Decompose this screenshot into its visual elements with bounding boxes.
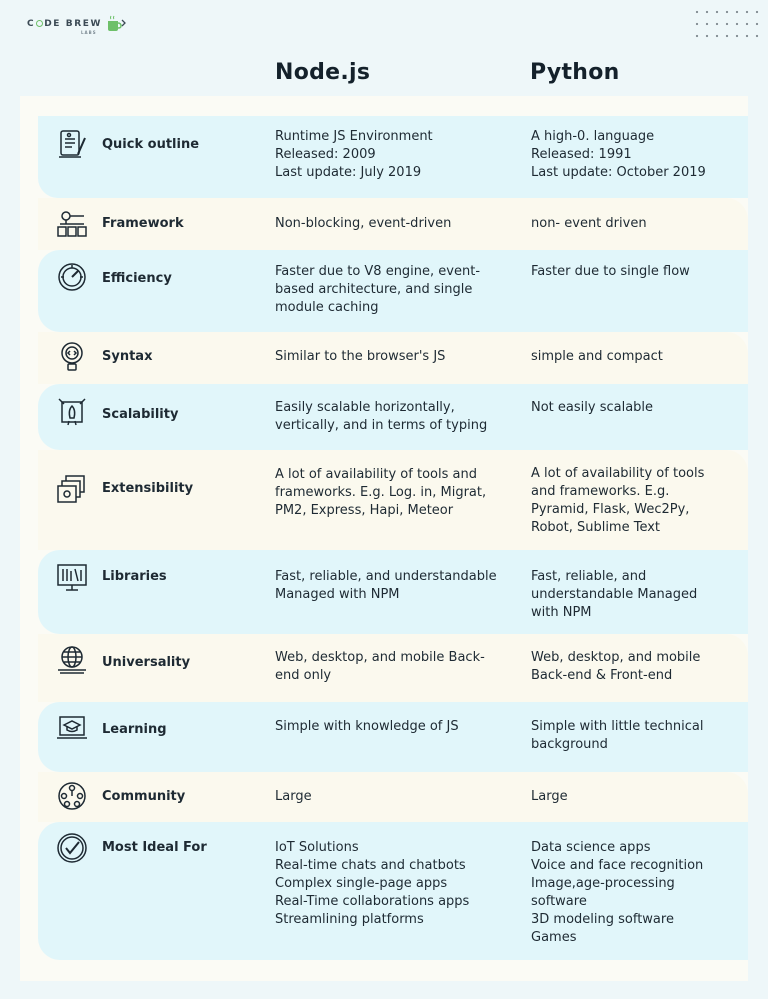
comparison-row	[38, 634, 748, 702]
row-label: Efficiency	[102, 271, 172, 286]
comparison-row	[38, 384, 748, 450]
community-people-icon	[56, 780, 88, 812]
globe-icon	[56, 644, 88, 676]
comparison-row	[38, 450, 748, 550]
comparison-row	[38, 332, 748, 384]
row-label: Universality	[102, 655, 191, 670]
row-label: Syntax	[102, 349, 153, 364]
code-bulb-icon	[56, 341, 88, 373]
row-label: Extensibility	[102, 481, 194, 496]
dot-grid-decoration	[692, 6, 764, 38]
library-books-monitor-icon	[56, 562, 88, 594]
python-cell: non- event driven	[531, 216, 647, 231]
comparison-row	[38, 822, 748, 960]
comparison-row	[38, 198, 748, 250]
row-label: Community	[102, 789, 186, 804]
stacked-windows-icon	[56, 474, 88, 506]
row-label: Framework	[102, 216, 184, 231]
node-cell: Non-blocking, event-driven	[275, 216, 452, 231]
coffee-cup-code-icon	[106, 15, 126, 33]
rocket-scale-icon	[56, 396, 88, 428]
row-label: Learning	[102, 722, 167, 737]
comparison-row	[38, 550, 748, 634]
python-cell: A high-0. language Released: 1991 Last update: October 2019	[531, 129, 706, 180]
node-cell: A lot of availability of tools and frameworks. E.g. Log. in, Migrat, PM2, Express, Hapi, Meteor	[275, 467, 487, 518]
row-label: Scalability	[102, 407, 179, 422]
graduation-laptop-icon	[56, 712, 88, 744]
node-cell: Web, desktop, and mobile Back- end only	[275, 650, 485, 683]
row-label: Quick outline	[102, 137, 200, 152]
python-cell: Large	[531, 789, 568, 804]
row-label: Libraries	[102, 569, 167, 584]
python-cell: A lot of availability of tools and frameworks. E.g. Pyramid, Flask, Wec2Py, Robot, Sublime Text	[531, 466, 705, 535]
node-cell: IoT Solutions Real-time chats and chatbots Complex single-page apps Real-Time collaborations apps Streamlining platforms	[275, 840, 470, 927]
node-cell: Easily scalable horizontally, vertically, and in terms of typing	[275, 400, 488, 433]
node-cell: Simple with knowledge of JS	[275, 719, 459, 734]
python-cell: Data science apps Voice and face recognition Image,age-processing software 3D modeling software Games	[531, 840, 704, 945]
comparison-row	[38, 772, 748, 822]
checkmark-circle-icon	[56, 832, 88, 864]
node-cell: Runtime JS Environment Released: 2009 Last update: July 2019	[275, 129, 433, 180]
python-cell: simple and compact	[531, 349, 663, 364]
comparison-row	[38, 116, 748, 198]
node-cell: Similar to the browser's JS	[275, 349, 446, 364]
python-cell: Not easily scalable	[531, 400, 654, 415]
column-header-node: Node.js	[275, 60, 371, 85]
speedometer-gear-icon	[56, 261, 88, 293]
python-cell: Web, desktop, and mobile Back-end & Front-end	[531, 650, 701, 683]
python-cell: Simple with little technical background	[531, 719, 704, 752]
brand-name: C DE BREW LABS	[27, 18, 103, 35]
comparison-row	[38, 250, 748, 332]
row-label: Most Ideal For	[102, 840, 207, 855]
node-cell: Large	[275, 789, 312, 804]
node-cell: Faster due to V8 engine, event- based architecture, and single module caching	[275, 264, 481, 315]
python-cell: Fast, reliable, and understandable Managed with NPM	[531, 569, 698, 620]
python-cell: Faster due to single flow	[531, 264, 690, 279]
document-outline-icon	[56, 128, 88, 160]
node-cell: Fast, reliable, and understandable Managed with NPM	[275, 569, 497, 602]
comparison-row	[38, 702, 748, 772]
brand-sub: LABS	[81, 29, 97, 35]
brand-logo	[27, 15, 126, 33]
column-header-python: Python	[530, 60, 620, 85]
framework-blocks-icon	[56, 208, 88, 240]
